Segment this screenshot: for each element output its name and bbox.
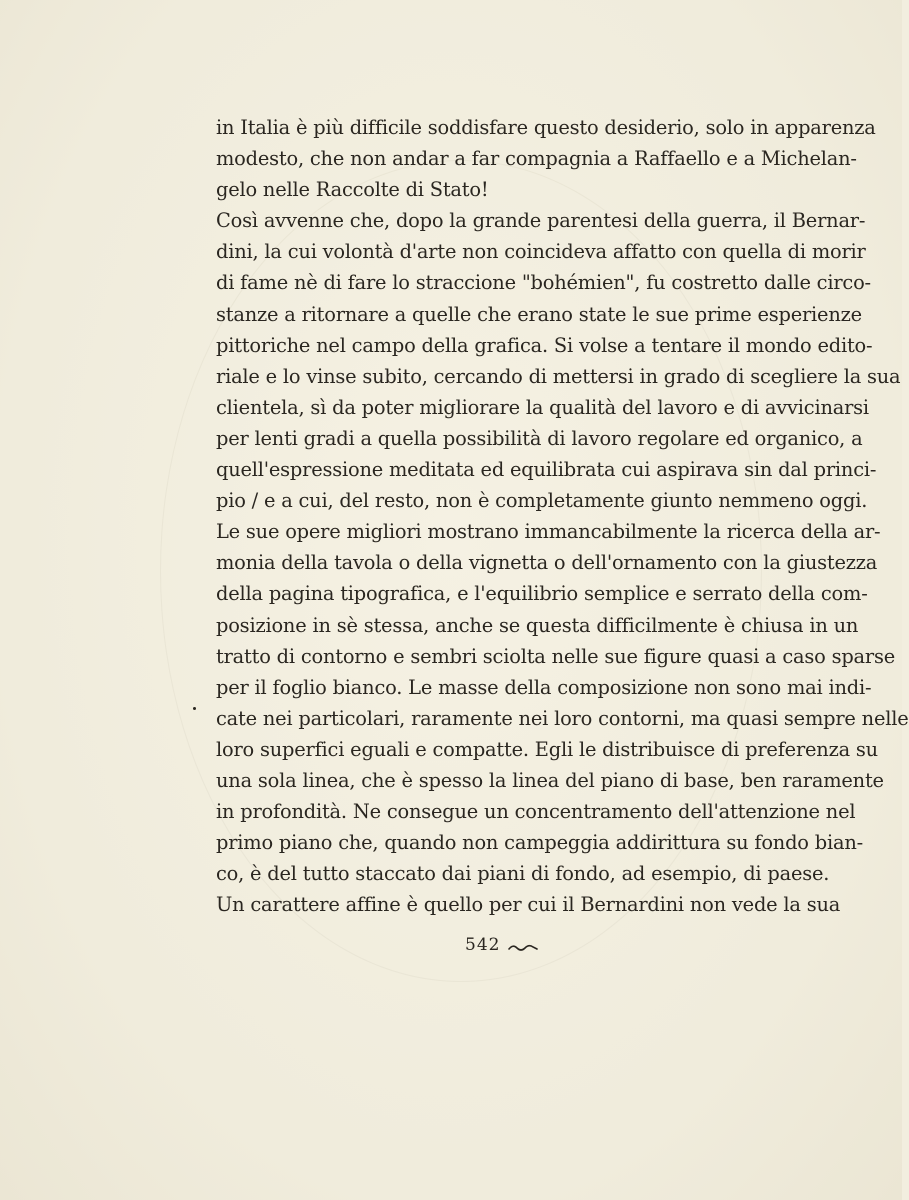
text-line: tratto di contorno e sembri sciolta nelle sue figure quasi a caso sparse [216, 644, 896, 668]
text-line: di fame nè di fare lo straccione "bohémien", fu costretto dalle circo- [216, 271, 871, 295]
text-line: in Italia è più difficile soddisfare questo desiderio, solo in apparenza [216, 116, 876, 139]
text-line: primo piano che, quando non campeggia addirittura su fondo bian- [216, 831, 863, 855]
text-line: Così avvenne che, dopo la grande parentesi della guerra, il Bernar- [216, 209, 866, 233]
text-line: riale e lo vinse subito, cercando di mettersi in grado di scegliere la sua [216, 364, 901, 388]
text-line: in profondità. Ne consegue un concentramento dell'attenzione nel [216, 800, 856, 824]
text-line: una sola linea, che è spesso la linea del piano di base, ben raramente [216, 768, 884, 792]
text-line: dini, la cui volontà d'arte non coincideva affatto con quella di morir [216, 240, 866, 264]
text-line: quell'espressione meditata ed equilibrata cui aspirava sin dal princi- [216, 458, 877, 482]
text-line: loro superfici eguali e compatte. Egli le distribuisce di preferenza su [216, 737, 878, 761]
text-line: pio / e a cui, del resto, non è completamente giunto nemmeno oggi. [216, 489, 868, 513]
text-line: cate nei particolari, raramente nei loro contorni, ma quasi sempre nelle [216, 706, 909, 730]
text-line: Le sue opere migliori mostrano immancabilmente la ricerca della ar- [216, 520, 881, 544]
page-number: 542 [465, 935, 501, 955]
text-line: della pagina tipografica, e l'equilibrio semplice e serrato della com- [216, 582, 868, 606]
margin-mark [193, 707, 196, 710]
text-line: pittoriche nel campo della grafica. Si volse a tentare il mondo edito- [216, 333, 873, 357]
text-line: per il foglio bianco. Le masse della composizione non sono mai indi- [216, 675, 872, 699]
text-line: stanze a ritornare a quelle che erano state le sue prime esperienze [216, 302, 862, 326]
text-line: posizione in sè stessa, anche se questa difficilmente è chiusa in un [216, 613, 859, 637]
text-line: monia della tavola o della vignetta o dell'ornamento con la giustezza [216, 551, 878, 575]
body-text [216, 112, 909, 920]
text-line: per lenti gradi a quella possibilità di lavoro regolare ed organico, a [216, 426, 863, 450]
text-line: co, è del tutto staccato dai piani di fondo, ad esempio, di paese. [216, 862, 830, 886]
flourish-icon [508, 943, 538, 953]
text-line: gelo nelle Raccolte di Stato! [216, 178, 489, 202]
text-line: Un carattere affine è quello per cui il Bernardini non vede la sua [216, 893, 841, 917]
text-line: modesto, che non andar a far compagnia a Raffaello e a Michelan- [216, 147, 857, 171]
text-line: clientela, sì da poter migliorare la qualità del lavoro e di avvicinarsi [216, 395, 869, 419]
